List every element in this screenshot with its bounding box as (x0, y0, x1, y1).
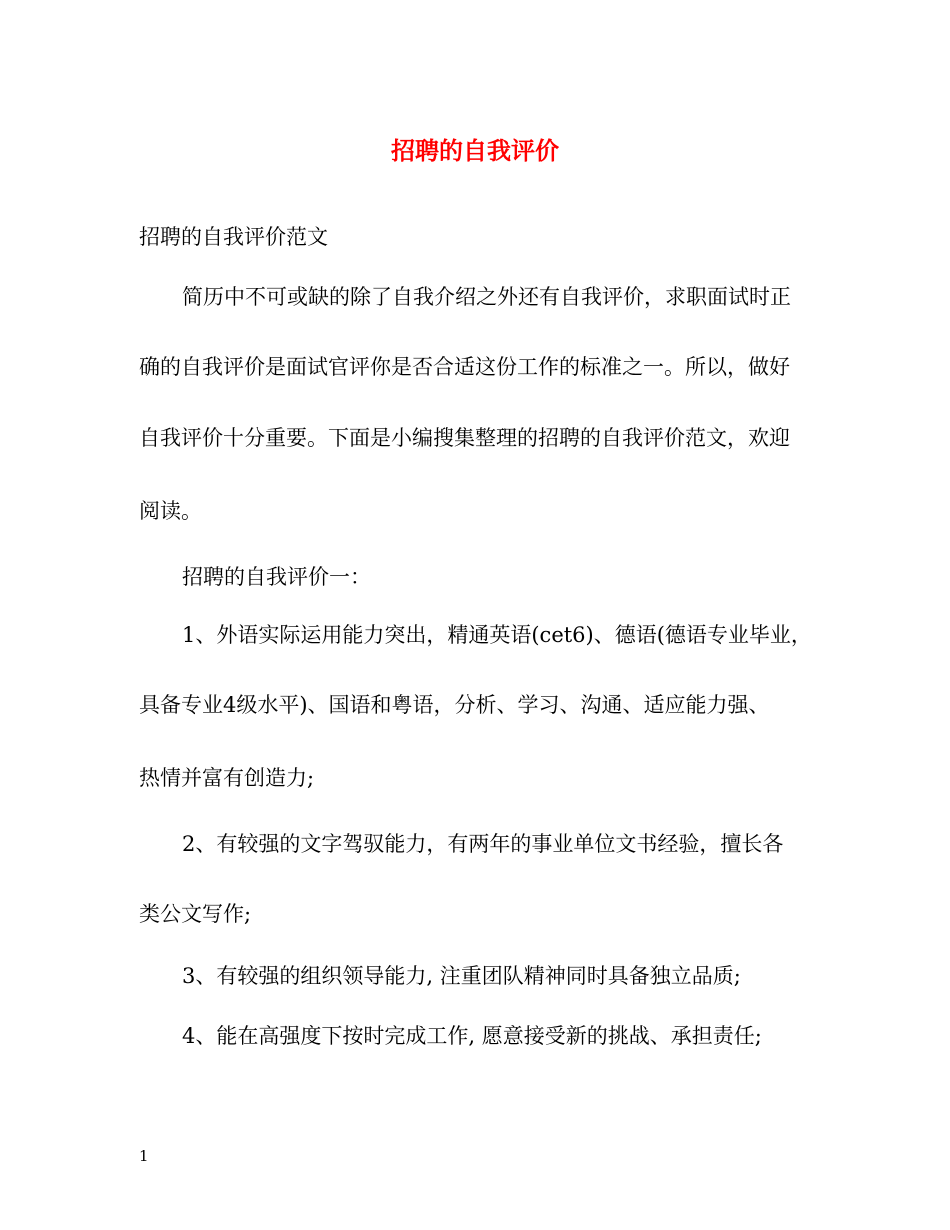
document-title: 招聘的自我评价 (391, 136, 559, 165)
list-item-line: 热情并富有创造力; (139, 766, 315, 790)
list-item-line: 3、有较强的组织领导能力, 注重团队精神同时具备独立品质; (182, 964, 741, 988)
list-item-line: 2、有较强的文字驾驭能力，有两年的事业单位文书经验，擅长各 (182, 832, 784, 856)
list-item-line: 具备专业4级水平)、国语和粤语，分析、学习、沟通、适应能力强、 (139, 693, 770, 717)
paragraph-line: 简历中不可或缺的除了自我介绍之外还有自我评价，求职面试时正 (182, 285, 791, 309)
page-number: 1 (139, 1147, 149, 1165)
list-item-line: 类公文写作; (139, 902, 252, 926)
paragraph-line: 自我评价十分重要。下面是小编搜集整理的招聘的自我评价范文，欢迎 (139, 426, 790, 450)
paragraph-line: 阅读。 (139, 499, 202, 523)
list-item-line: 1、外语实际运用能力突出，精通英语(cet6)、德语(德语专业毕业， (182, 623, 812, 647)
document-subtitle: 招聘的自我评价范文 (139, 225, 328, 249)
section-heading: 招聘的自我评价一： (182, 565, 371, 589)
paragraph-line: 确的自我评价是面试官评你是否合适这份工作的标准之一。所以，做好 (139, 355, 790, 379)
list-item-line: 4、能在高强度下按时完成工作, 愿意接受新的挑战、承担责任; (182, 1024, 762, 1048)
